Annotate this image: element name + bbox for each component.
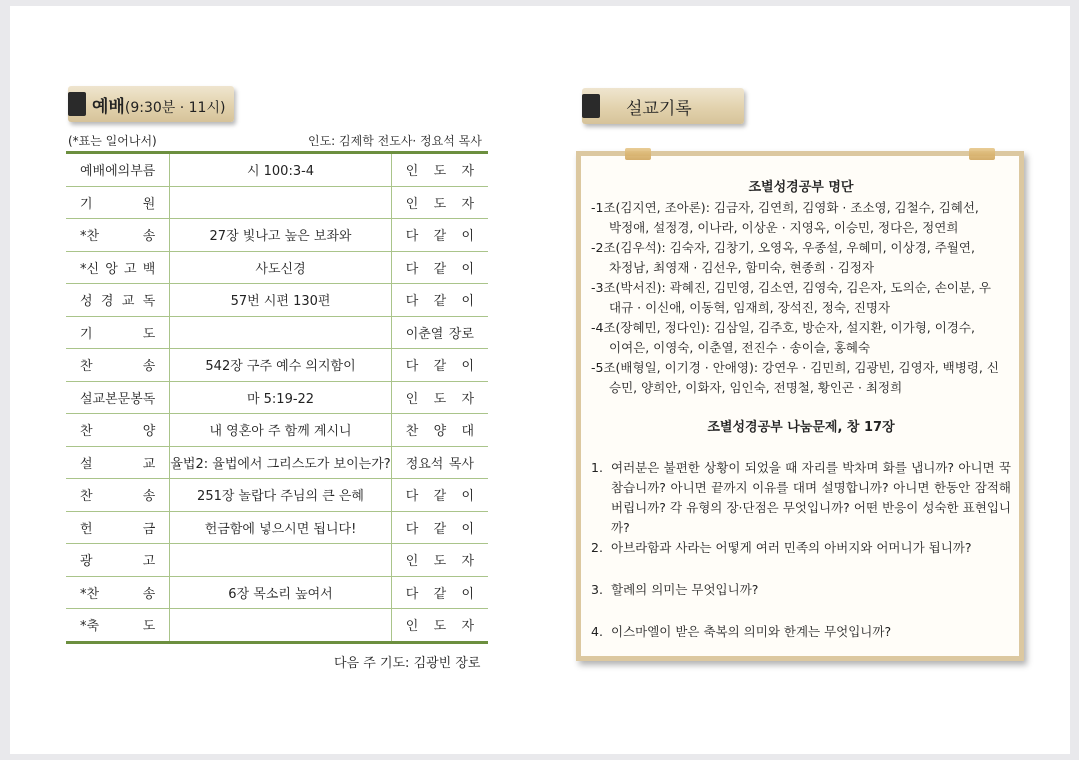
group-members-cont: 승민, 양희안, 이화자, 임인숙, 전명철, 황인곤 · 최정희 (609, 380, 903, 395)
tape-icon (625, 148, 651, 160)
order-leader: 이춘열 장로 (391, 316, 488, 349)
table-row (66, 576, 488, 609)
order-leader: 찬 양 대 (391, 414, 488, 447)
next-week-prayer: 다음 주 기도: 김광빈 장로 (334, 656, 481, 671)
tape-icon (969, 148, 995, 160)
table-row (66, 153, 488, 187)
order-leader: 다 같 이 (391, 576, 488, 609)
order-leader: 다 같 이 (391, 219, 488, 252)
order-content: 542장 구주 예수 의지함이 (170, 349, 391, 382)
table-row (66, 316, 488, 349)
discussion-question (591, 538, 1011, 558)
order-content: 57번 시편 130편 (170, 284, 391, 317)
question-text: 이스마엘이 받은 축복의 의미와 한계는 무엇입니까? (611, 624, 892, 639)
order-leader: 다 같 이 (391, 251, 488, 284)
order-content (170, 609, 391, 643)
group-members: -4조(장혜민, 정다인): 김삼일, 김주호, 방순자, 설지환, 이가형, 이경수, (591, 320, 975, 335)
order-leader: 다 같 이 (391, 349, 488, 382)
discussion-question (591, 622, 1011, 642)
order-content: 251장 놀랍다 주님의 큰 은혜 (170, 479, 391, 512)
order-leader: 인 도 자 (391, 186, 488, 219)
study-group (591, 318, 1011, 358)
group-roster (591, 198, 1011, 398)
table-row (66, 219, 488, 252)
bulletin-page (10, 6, 1070, 754)
question-list (591, 458, 1011, 642)
discussion-question (591, 580, 1011, 600)
order-content: 내 영혼아 주 함께 계시니 (170, 414, 391, 447)
binder-clip-icon (68, 92, 86, 116)
sermon-banner (582, 88, 744, 124)
order-content (170, 544, 391, 577)
table-row (66, 381, 488, 414)
standing-note: (*표는 일어나서) (68, 134, 157, 148)
group-members-cont: 차정남, 최영재 · 김선우, 함미숙, 현종희 · 김정자 (609, 260, 875, 275)
worship-title: 예배(9:30분 · 11시) (92, 97, 226, 117)
order-leader: 인 도 자 (391, 544, 488, 577)
group-members-cont: 이여은, 이영숙, 이춘열, 전진수 · 송이슬, 홍혜숙 (609, 340, 871, 355)
order-content: 27장 빛나고 높은 보좌와 (170, 219, 391, 252)
group-members: -3조(박서진): 곽혜진, 김민영, 김소연, 김영숙, 김은자, 도의순, 손이분, 우 (591, 280, 991, 295)
table-row (66, 186, 488, 219)
order-leader: 다 같 이 (391, 479, 488, 512)
order-item: 설교본문 봉독 (66, 381, 170, 414)
group-members-cont: 박정애, 설정경, 이나라, 이상운 · 지영옥, 이승민, 정다은, 정연희 (609, 220, 959, 235)
discussion-title: 조별성경공부 나눔문제, 창 17장 (707, 420, 895, 435)
order-content: 마 5:19-22 (170, 381, 391, 414)
group-members: -5조(배형일, 이기경 · 안애영): 강연우 · 김민희, 김광빈, 김영자, 백병령, 신 (591, 360, 999, 375)
worship-order-table (66, 151, 488, 644)
order-item: *축 도 (66, 609, 170, 643)
binder-clip-icon (582, 94, 600, 118)
table-row (66, 511, 488, 544)
order-item: 찬 양 (66, 414, 170, 447)
roster-title: 조별성경공부 명단 (748, 180, 854, 195)
group-members: -1조(김지연, 조아론): 김금자, 김연희, 김영화 · 조소영, 김철수, 김혜선, (591, 200, 979, 215)
study-group (591, 278, 1011, 318)
table-row (66, 251, 488, 284)
table-row (66, 349, 488, 382)
study-group (591, 238, 1011, 278)
order-item: 설 교 (66, 446, 170, 479)
question-text: 아브라함과 사라는 어떻게 여러 민족의 아버지와 어머니가 됩니까? (611, 540, 972, 555)
study-group (591, 358, 1011, 398)
worship-banner (68, 86, 234, 122)
order-content: 율법2: 율법에서 그리스도가 보이는가? (170, 446, 391, 479)
table-row (66, 414, 488, 447)
order-item: 광 고 (66, 544, 170, 577)
order-item: 예배에의 부름 (66, 153, 170, 187)
question-number: 1. (591, 460, 603, 475)
order-leader: 인 도 자 (391, 381, 488, 414)
table-row (66, 284, 488, 317)
order-leader: 인 도 자 (391, 153, 488, 187)
order-content (170, 316, 391, 349)
question-number: 2. (591, 540, 603, 555)
order-item: 헌 금 (66, 511, 170, 544)
order-content (170, 186, 391, 219)
table-row (66, 544, 488, 577)
group-members-cont: 대규 · 이신애, 이동혁, 임재희, 장석진, 정숙, 진명자 (609, 300, 891, 315)
table-row (66, 479, 488, 512)
order-content: 헌금함에 넣으시면 됩니다! (170, 511, 391, 544)
order-leader: 인 도 자 (405, 619, 474, 635)
order-leader: 다 같 이 (391, 511, 488, 544)
order-content: 시 100:3-4 (170, 153, 391, 187)
order-item: 찬 송 (66, 349, 170, 382)
order-leader: 정요석 목사 (391, 446, 488, 479)
table-row (66, 446, 488, 479)
order-item: 성 경 교 독 (66, 284, 170, 317)
study-group (591, 198, 1011, 238)
order-item: 기 도 (66, 316, 170, 349)
discussion-question (591, 458, 1011, 538)
question-number: 4. (591, 624, 603, 639)
question-text: 할례의 의미는 무엇입니까? (611, 582, 759, 597)
order-item: 찬 송 (66, 479, 170, 512)
order-content: 6장 목소리 높여서 (170, 576, 391, 609)
order-content: 사도신경 (170, 251, 391, 284)
order-item: 기 원 (66, 186, 170, 219)
order-item: *찬 송 (66, 219, 170, 252)
group-members: -2조(김우석): 김숙자, 김창기, 오영옥, 우종설, 우혜미, 이상경, 주월연, (591, 240, 975, 255)
study-panel (576, 151, 1024, 661)
order-item: *신 앙 고 백 (66, 251, 170, 284)
question-number: 3. (591, 582, 603, 597)
order-item: *찬 송 (66, 576, 170, 609)
table-row (66, 609, 488, 643)
worship-leaders: 인도: 김제학 전도사· 정요석 목사 (308, 134, 482, 148)
order-leader: 다 같 이 (391, 284, 488, 317)
sermon-title: 설교기록 (626, 99, 692, 119)
question-text: 여러분은 불편한 상황이 되었을 때 자리를 박차며 화를 냅니까? 아니면 꾹 참습니까? 아니면 끝까지 이유를 대며 설명합니까? 아니면 한동안 잠적해 버립니까? 각 유형의 장·단점은 무엇입니까? 어떤 반응이 성숙한 표현입니까? (611, 460, 1011, 535)
